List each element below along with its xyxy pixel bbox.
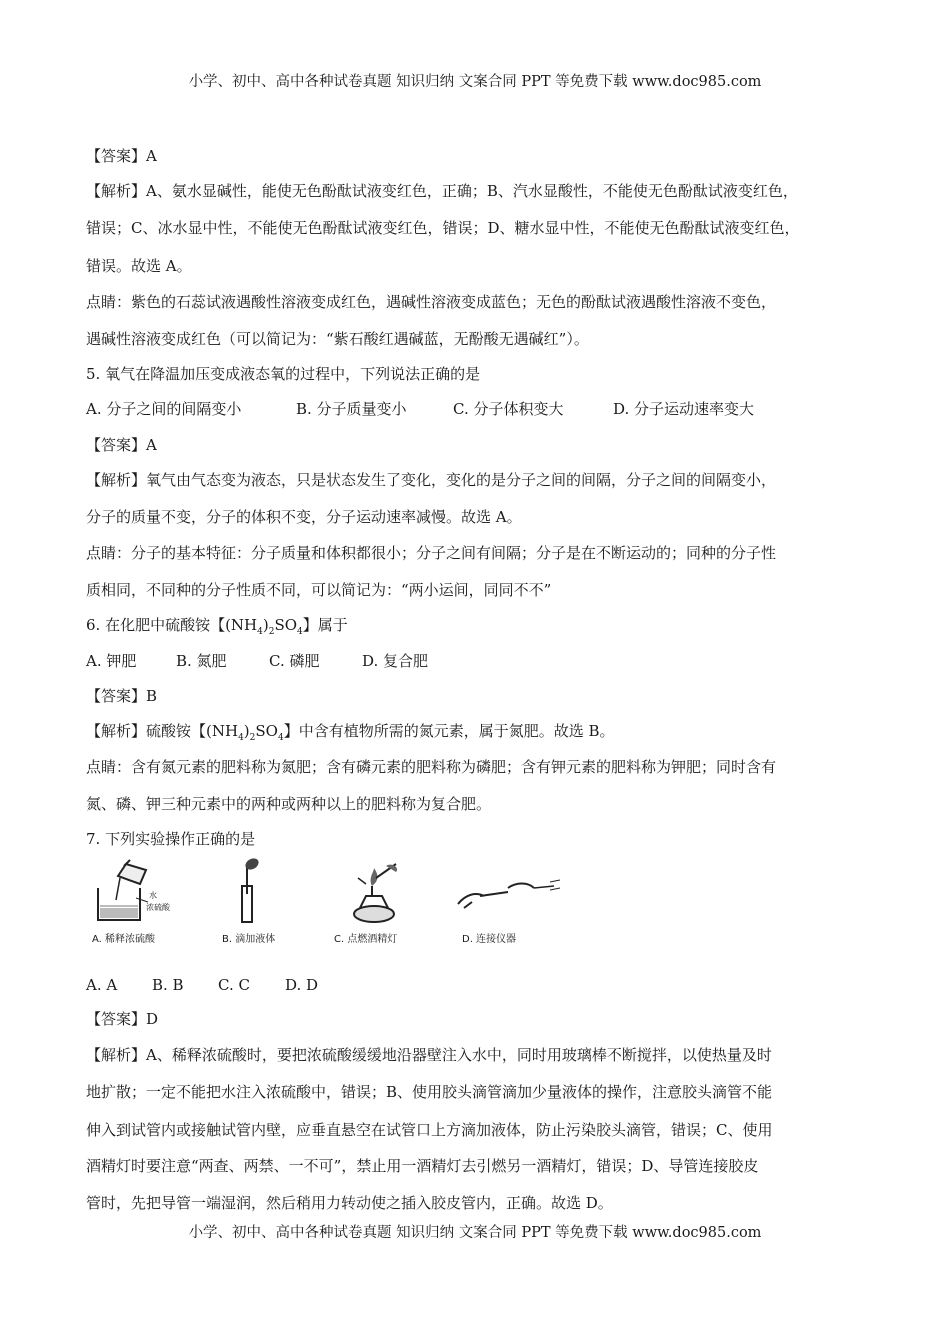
connecting-tube-icon [450,858,570,930]
q5-option-b: B. 分子质量变小 [296,400,407,418]
caption-a: A. 稀释浓硫酸 [92,934,156,945]
q5-answer: 【答案】A [86,436,157,454]
q7-answer: 【答案】D [86,1010,159,1028]
q4-answer: 【答案】A [86,147,157,165]
caption-d: D. 连接仪器 [462,934,517,945]
page-footer: 小学、初中、高中各种试卷真题 知识归纳 文案合同 PPT 等免费下载 www.doc985.com [188,1225,762,1241]
q5-tip-line-1: 点睛：分子的基本特征：分子质量和体积都很小；分子之间有间隔；分子是在不断运动的；同种的分子性 [86,544,777,562]
q7-figure [90,858,560,948]
q7-option-d: D. D [285,976,319,994]
caption-c: C. 点燃酒精灯 [334,934,398,945]
q6-tip-line-2: 氮、磷、钾三种元素中的两种或两种以上的肥料称为复合肥。 [86,795,492,813]
figure-c [330,858,440,948]
q5-option-a: A. 分子之间的间隔变小 [86,400,242,418]
page-header: 小学、初中、高中各种试卷真题 知识归纳 文案合同 PPT 等免费下载 www.doc985.com [188,74,762,90]
q4-tip-line-2: 遇碱性溶液变成红色（可以简记为：“紫石酸红遇碱蓝，无酚酸无遇碱红”）。 [86,330,589,348]
q5-analysis-line-2: 分子的质量不变，分子的体积不变，分子运动速率减慢。故选 A。 [86,508,522,526]
q7-analysis-line-5: 管时，先把导管一端湿润，然后稍用力转动使之插入胶皮管内，正确。故选 D。 [86,1194,613,1212]
q7-analysis-line-2: 地扩散；一定不能把水注入浓硫酸中，错误；B、使用胶头滴管滴加少量液体的操作，注意胶头滴管不能 [86,1083,773,1101]
q7-analysis-line-3: 伸入到试管内或接触试管内壁，应垂直悬空在试管口上方滴加液体，防止污染胶头滴管，错误；C、使用 [86,1121,773,1139]
q7-option-c: C. C [218,976,250,994]
q6-option-b: B. 氮肥 [176,652,227,670]
q6-option-c: C. 磷肥 [269,652,320,670]
q6-option-a: A. 钾肥 [86,652,137,670]
q4-analysis-line-3: 错误。故选 A。 [86,257,192,275]
q7-options [86,975,318,995]
q7-option-b: B. B [152,976,184,994]
label-conc-acid: 浓硫酸 [146,903,170,912]
q6-options [86,651,428,671]
label-water: 水 [149,891,157,900]
figure-a [90,858,200,948]
q6-tip-line-1: 点睛：含有氮元素的肥料称为氮肥；含有磷元素的肥料称为磷肥；含有钾元素的肥料称为钾肥；同时含有 [86,758,777,776]
figure-d [450,858,570,948]
q5-option-d: D. 分子运动速率变大 [613,400,755,418]
q4-analysis-line-2: 错误；C、冰水显中性，不能使无色酚酞试液变红色，错误；D、糖水显中性，不能使无色酚酞试液变红色， [86,219,800,237]
q5-tip-line-2: 质相同，不同种的分子性质不同，可以简记为：“两小运间，同同不不” [86,581,552,599]
q5-stem: 5. 氧气在降温加压变成液态氧的过程中，下列说法正确的是 [86,365,481,383]
q6-option-d: D. 复合肥 [362,652,429,670]
q6-analysis: 【解析】硫酸铵【$(NH_4)_2SO_4$】中含有植物所需的氮元素，属于氮肥。故选 B。 [86,722,615,743]
q5-options [86,399,754,419]
q5-analysis-line-1: 【解析】氧气由气态变为液态，只是状态发生了变化，变化的是分子之间的间隔，分子之间的间隔变小， [86,471,777,489]
caption-b: B. 滴加液体 [222,934,276,945]
q7-analysis-line-1: 【解析】A、稀释浓硫酸时，要把浓硫酸缓缓地沿器壁注入水中，同时用玻璃棒不断搅拌，以使热量及时 [86,1046,772,1064]
figure-b [220,858,310,948]
alcohol-lamp-icon [330,858,440,930]
q6-answer: 【答案】B [86,687,158,705]
q5-option-c: C. 分子体积变大 [453,400,564,418]
q4-analysis-line-1: 【解析】A、氨水显碱性，能使无色酚酞试液变红色，正确；B、汽水显酸性，不能使无色酚酞试液变红色， [86,182,798,200]
q4-tip-line-1: 点睛：紫色的石蕊试液遇酸性溶液变成红色，遇碱性溶液变成蓝色；无色的酚酞试液遇酸性溶液不变色， [86,293,777,311]
dropper-testtube-icon [220,858,310,930]
q7-option-a: A. A [86,976,118,994]
q6-stem: 6. 在化肥中硫酸铵【$(NH_4)_2SO_4$】属于 [86,616,348,637]
beaker-pouring-icon [90,858,200,930]
q7-analysis-line-4: 酒精灯时要注意“两查、两禁、一不可”，禁止用一酒精灯去引燃另一酒精灯，错误；D、导管连接胶皮 [86,1157,759,1175]
q7-stem: 7. 下列实验操作正确的是 [86,830,256,848]
